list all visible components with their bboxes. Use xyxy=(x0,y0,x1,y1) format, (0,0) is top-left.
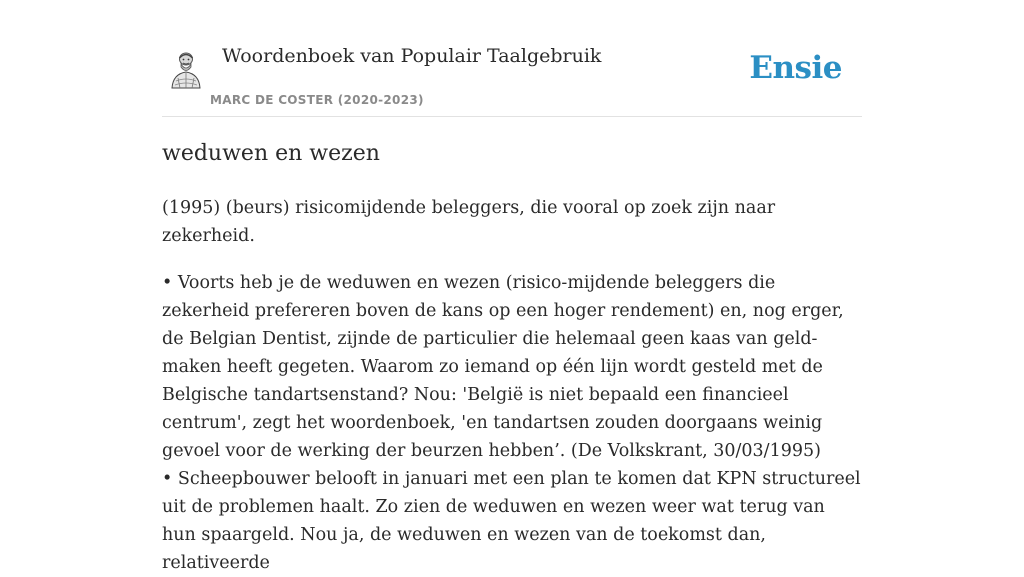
author-portrait-icon xyxy=(170,50,202,90)
book-title[interactable]: Woordenboek van Populair Taalgebruik xyxy=(222,45,602,67)
entry-content xyxy=(162,138,862,577)
brand-logo-link[interactable]: Ensie xyxy=(749,50,842,86)
site-header xyxy=(162,0,862,117)
entry-quote: • Scheepbouwer belooft in januari met een plan te komen dat KPN structureel uit de problemen haalt. Zo zien de weduwen en wezen weer wat terug van hun spaargeld. Nou ja, de weduwen en wezen van de toekomst dan, relativeerde xyxy=(162,469,861,573)
author-name[interactable]: MARC DE COSTER (2020-2023) xyxy=(210,93,424,107)
entry-title: weduwen en wezen xyxy=(162,141,380,166)
entry-quote: • Voorts heb je de weduwen en wezen (risico-mijdende beleggers die zekerheid prefereren boven de kans op een hoger rendement) en, nog erger, de Belgian Dentist, zijnde de particulier die helemaal geen kaas van geld-maken heeft gegeten. Waarom zo iemand op één lijn wordt gesteld met de Belgische tandartsenstand? Nou: 'België is niet bepaald een financieel centrum', zegt het woordenboek, 'en tandartsen zouden doorgaans weinig gevoel voor de werking der beurzen hebben’. (De Volkskrant, 30/03/1995) xyxy=(162,273,844,461)
entry-definition: (1995) (beurs) risicomijdende beleggers, die vooral op zoek zijn naar zekerheid. xyxy=(162,198,776,246)
